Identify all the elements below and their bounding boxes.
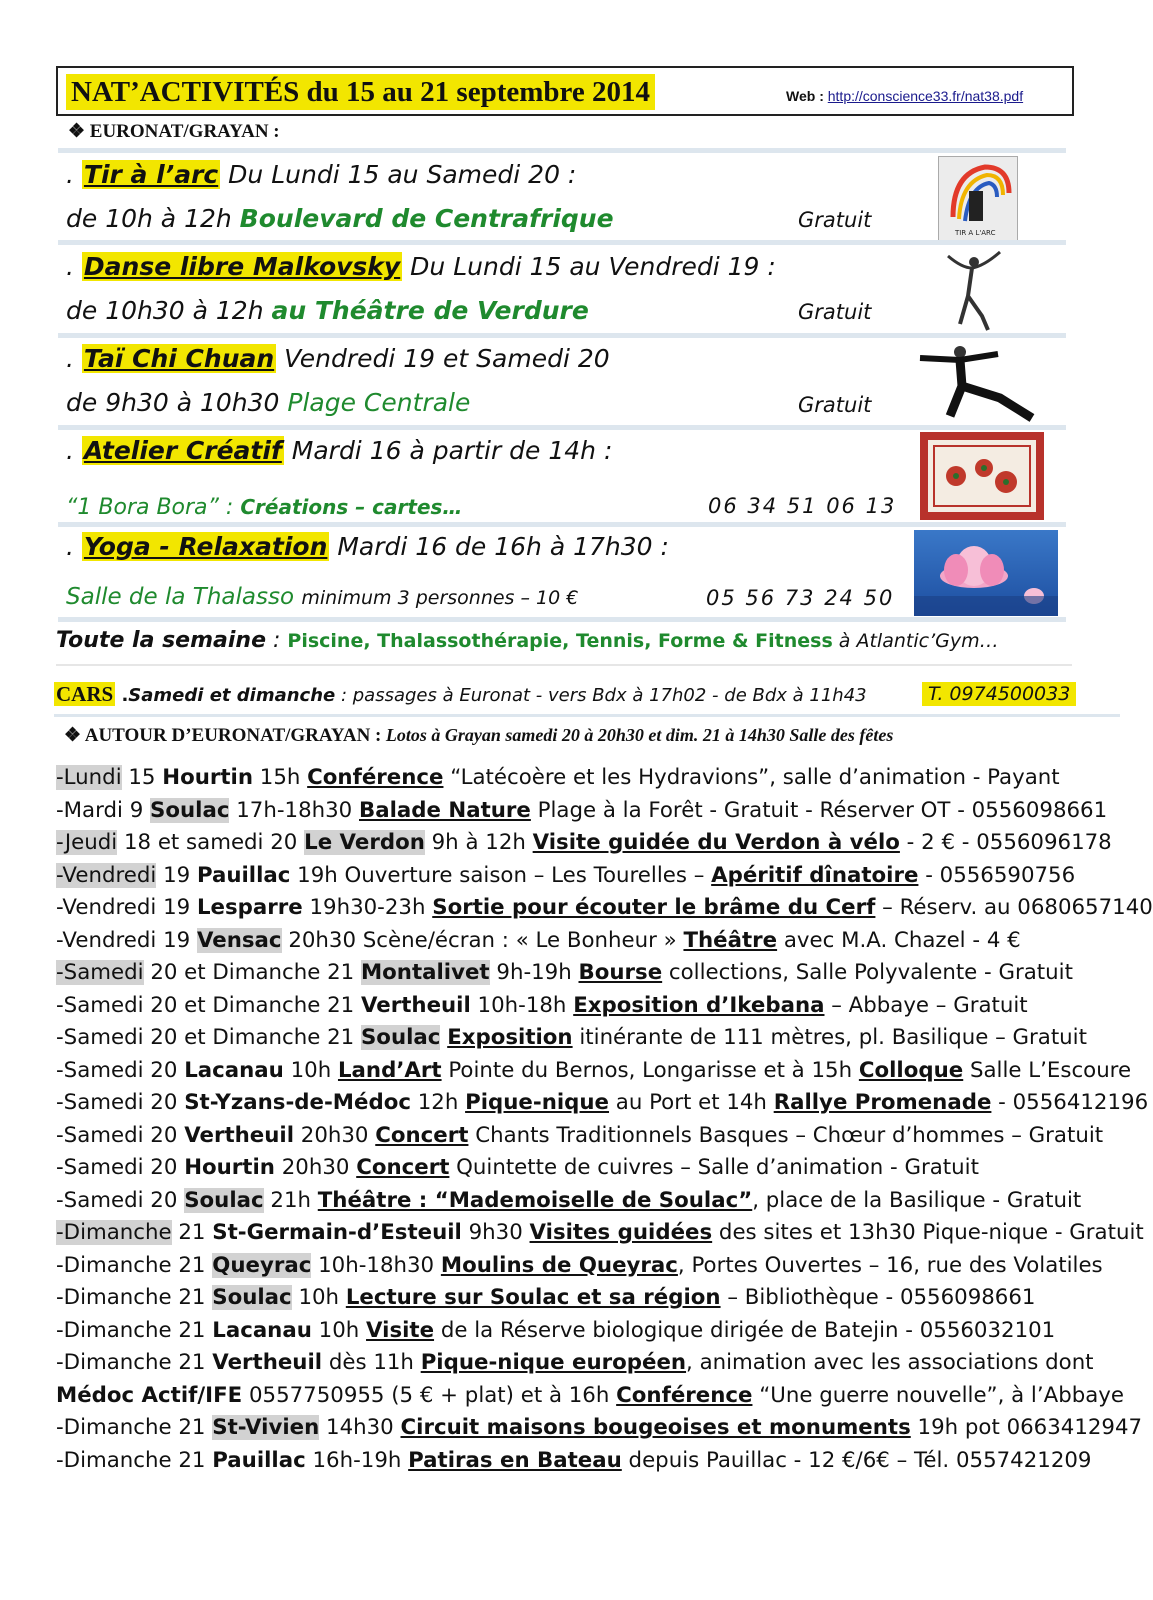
activity-1-line1: . Tir à l’arc Du Lundi 15 au Samedi 20 :: [66, 160, 577, 189]
list-item: -Dimanche 21 Lacanau 10h Visite de la Réserve biologique dirigée de Batejin - 0556032101: [56, 1317, 1056, 1343]
divider: [58, 617, 1066, 622]
activity-2-line2: de 10h30 à 12h au Théâtre de Verdure: [66, 296, 589, 325]
activity-2-price: Gratuit: [798, 300, 872, 324]
list-item: Médoc Actif/IFE 0557750955 (5 € + plat) et à 16h Conférence “Une guerre nouvelle”, à l’Abbaye: [56, 1382, 1124, 1408]
list-item: -Samedi 20 Hourtin 20h30 Concert Quintette de cuivres – Salle d’animation - Gratuit: [56, 1155, 979, 1180]
activity-4-phone: 06 34 51 06 13: [708, 494, 897, 518]
handmade-card-image: [920, 432, 1044, 520]
list-item: -Vendredi 19 Pauillac 19h Ouverture saison – Les Tourelles – Apéritif dînatoire - 0556590756: [56, 862, 1076, 888]
section-title-autour: ❖ AUTOUR D’EURONAT/GRAYAN : Lotos à Grayan samedi 20 à 20h30 et dim. 21 à 14h30 Salle des fêtes: [64, 725, 894, 746]
activity-title: Tir à l’arc: [83, 160, 219, 189]
activity-1-line2: de 10h à 12h Boulevard de Centrafrique: [66, 204, 614, 233]
archery-logo-image: [938, 156, 1018, 242]
list-item: -Samedi 20 Vertheuil 20h30 Concert Chants Traditionnels Basques – Chœur d’hommes – Gratuit: [56, 1122, 1104, 1148]
divider: [58, 425, 1066, 430]
list-item: -Dimanche 21 St-Vivien 14h30 Circuit maisons bougeoises et monuments 19h pot 0663412947: [56, 1415, 1143, 1440]
activity-5-line2: Salle de la Thalasso minimum 3 personnes – 10 €: [66, 584, 579, 610]
activity-3-price: Gratuit: [798, 393, 872, 417]
list-item: -Dimanche 21 Pauillac 16h-19h Patiras en Bateau depuis Pauillac - 12 €/6€ – Tél. 0557421209: [56, 1447, 1092, 1473]
divider: [58, 148, 1066, 153]
list-item: -Mardi 9 Soulac 17h-18h30 Balade Nature Plage à la Forêt - Gratuit - Réserver OT - 0556098661: [56, 797, 1108, 823]
list-item: -Jeudi 18 et samedi 20 Le Verdon 9h à 12h Visite guidée du Verdon à vélo - 2 € - 0556096178: [56, 830, 1112, 855]
divider: [56, 664, 1072, 666]
activity-4-line1: . Atelier Créatif Mardi 16 à partir de 14h :: [66, 436, 613, 465]
list-item: -Dimanche 21 Soulac 10h Lecture sur Soulac et sa région – Bibliothèque - 0556098661: [56, 1285, 1036, 1310]
tai-chi-image: [920, 338, 1042, 424]
activity-2-line1: . Danse libre Malkovsky Du Lundi 15 au Vendredi 19 :: [66, 252, 776, 281]
list-item: -Vendredi 19 Lesparre 19h30-23h Sortie pour écouter le brâme du Cerf – Réserv. au 0680657140: [56, 895, 1153, 920]
activity-1-price: Gratuit: [798, 208, 872, 232]
divider: [58, 522, 1066, 527]
activity-4-line2: “1 Bora Bora” : Créations – cartes…: [66, 495, 463, 520]
cars-label: CARS: [56, 682, 114, 706]
web-link-block: [786, 88, 1023, 104]
list-item: -Samedi 20 et Dimanche 21 Soulac Exposition itinérante de 111 mètres, pl. Basilique – Gratuit: [56, 1025, 1087, 1050]
activity-3-line2: de 9h30 à 10h30 Plage Centrale: [66, 388, 471, 417]
lotus-image: [914, 530, 1058, 616]
web-link[interactable]: http://conscience33.fr/nat38.pdf: [827, 88, 1024, 104]
list-item: -Dimanche 21 St-Germain-d’Esteuil 9h30 Visites guidées des sites et 13h30 Pique-nique - Gratuit: [56, 1220, 1144, 1245]
divider: [58, 333, 1066, 338]
cars-line: CARS .Samedi et dimanche : passages à Euronat - vers Bdx à 17h02 - de Bdx à 11h43: [56, 682, 867, 706]
list-item: -Dimanche 21 Vertheuil dès 11h Pique-nique européen, animation avec les associations dont: [56, 1350, 1094, 1375]
activity-5-phone: 05 56 73 24 50: [706, 586, 895, 610]
web-label: Web :: [786, 88, 828, 104]
list-item: -Dimanche 21 Queyrac 10h-18h30 Moulins de Queyrac, Portes Ouvertes – 16, rue des Volatiles: [56, 1252, 1103, 1278]
list-item: -Samedi 20 Soulac 21h Théâtre : “Mademoiselle de Soulac”, place de la Basilique - Gratuit: [56, 1187, 1082, 1213]
list-item: -Samedi 20 et Dimanche 21 Montalivet 9h-19h Bourse collections, Salle Polyvalente - Gratuit: [56, 960, 1073, 985]
page-title: NAT’ACTIVITÉS du 15 au 21 septembre 2014: [66, 74, 655, 110]
divider: [54, 714, 1120, 717]
cars-phone: T. 0974500033: [922, 682, 1076, 706]
event-list: [56, 762, 1153, 1477]
list-item: -Samedi 20 et Dimanche 21 Vertheuil 10h-18h Exposition d’Ikebana – Abbaye – Gratuit: [56, 992, 1028, 1018]
archery-logo-caption: TIR A L'ARC: [955, 229, 996, 237]
activity-3-line1: . Taï Chi Chuan Vendredi 19 et Samedi 20: [66, 344, 610, 373]
list-item: -Samedi 20 Lacanau 10h Land’Art Pointe du Bernos, Longarisse et à 15h Colloque Salle L’Escoure: [56, 1057, 1132, 1083]
toute-la-semaine-line: Toute la semaine : Piscine, Thalassothérapie, Tennis, Forme & Fitness à Atlantic’Gym…: [56, 628, 999, 653]
activity-5-line1: . Yoga - Relaxation Mardi 16 de 16h à 17h30 :: [66, 532, 669, 561]
list-item: -Lundi 15 Hourtin 15h Conférence “Latécoère et les Hydravions”, salle d’animation - Payant: [56, 765, 1060, 790]
list-item: -Vendredi 19 Vensac 20h30 Scène/écran : « Le Bonheur » Théâtre avec M.A. Chazel - 4 €: [56, 927, 1021, 953]
list-item: -Samedi 20 St-Yzans-de-Médoc 12h Pique-nique au Port et 14h Rallye Promenade - 0556412196: [56, 1090, 1149, 1115]
dancer-image: [938, 246, 1010, 332]
section-title-euronat: ❖ EURONAT/GRAYAN :: [68, 121, 280, 142]
divider: [58, 240, 1066, 245]
